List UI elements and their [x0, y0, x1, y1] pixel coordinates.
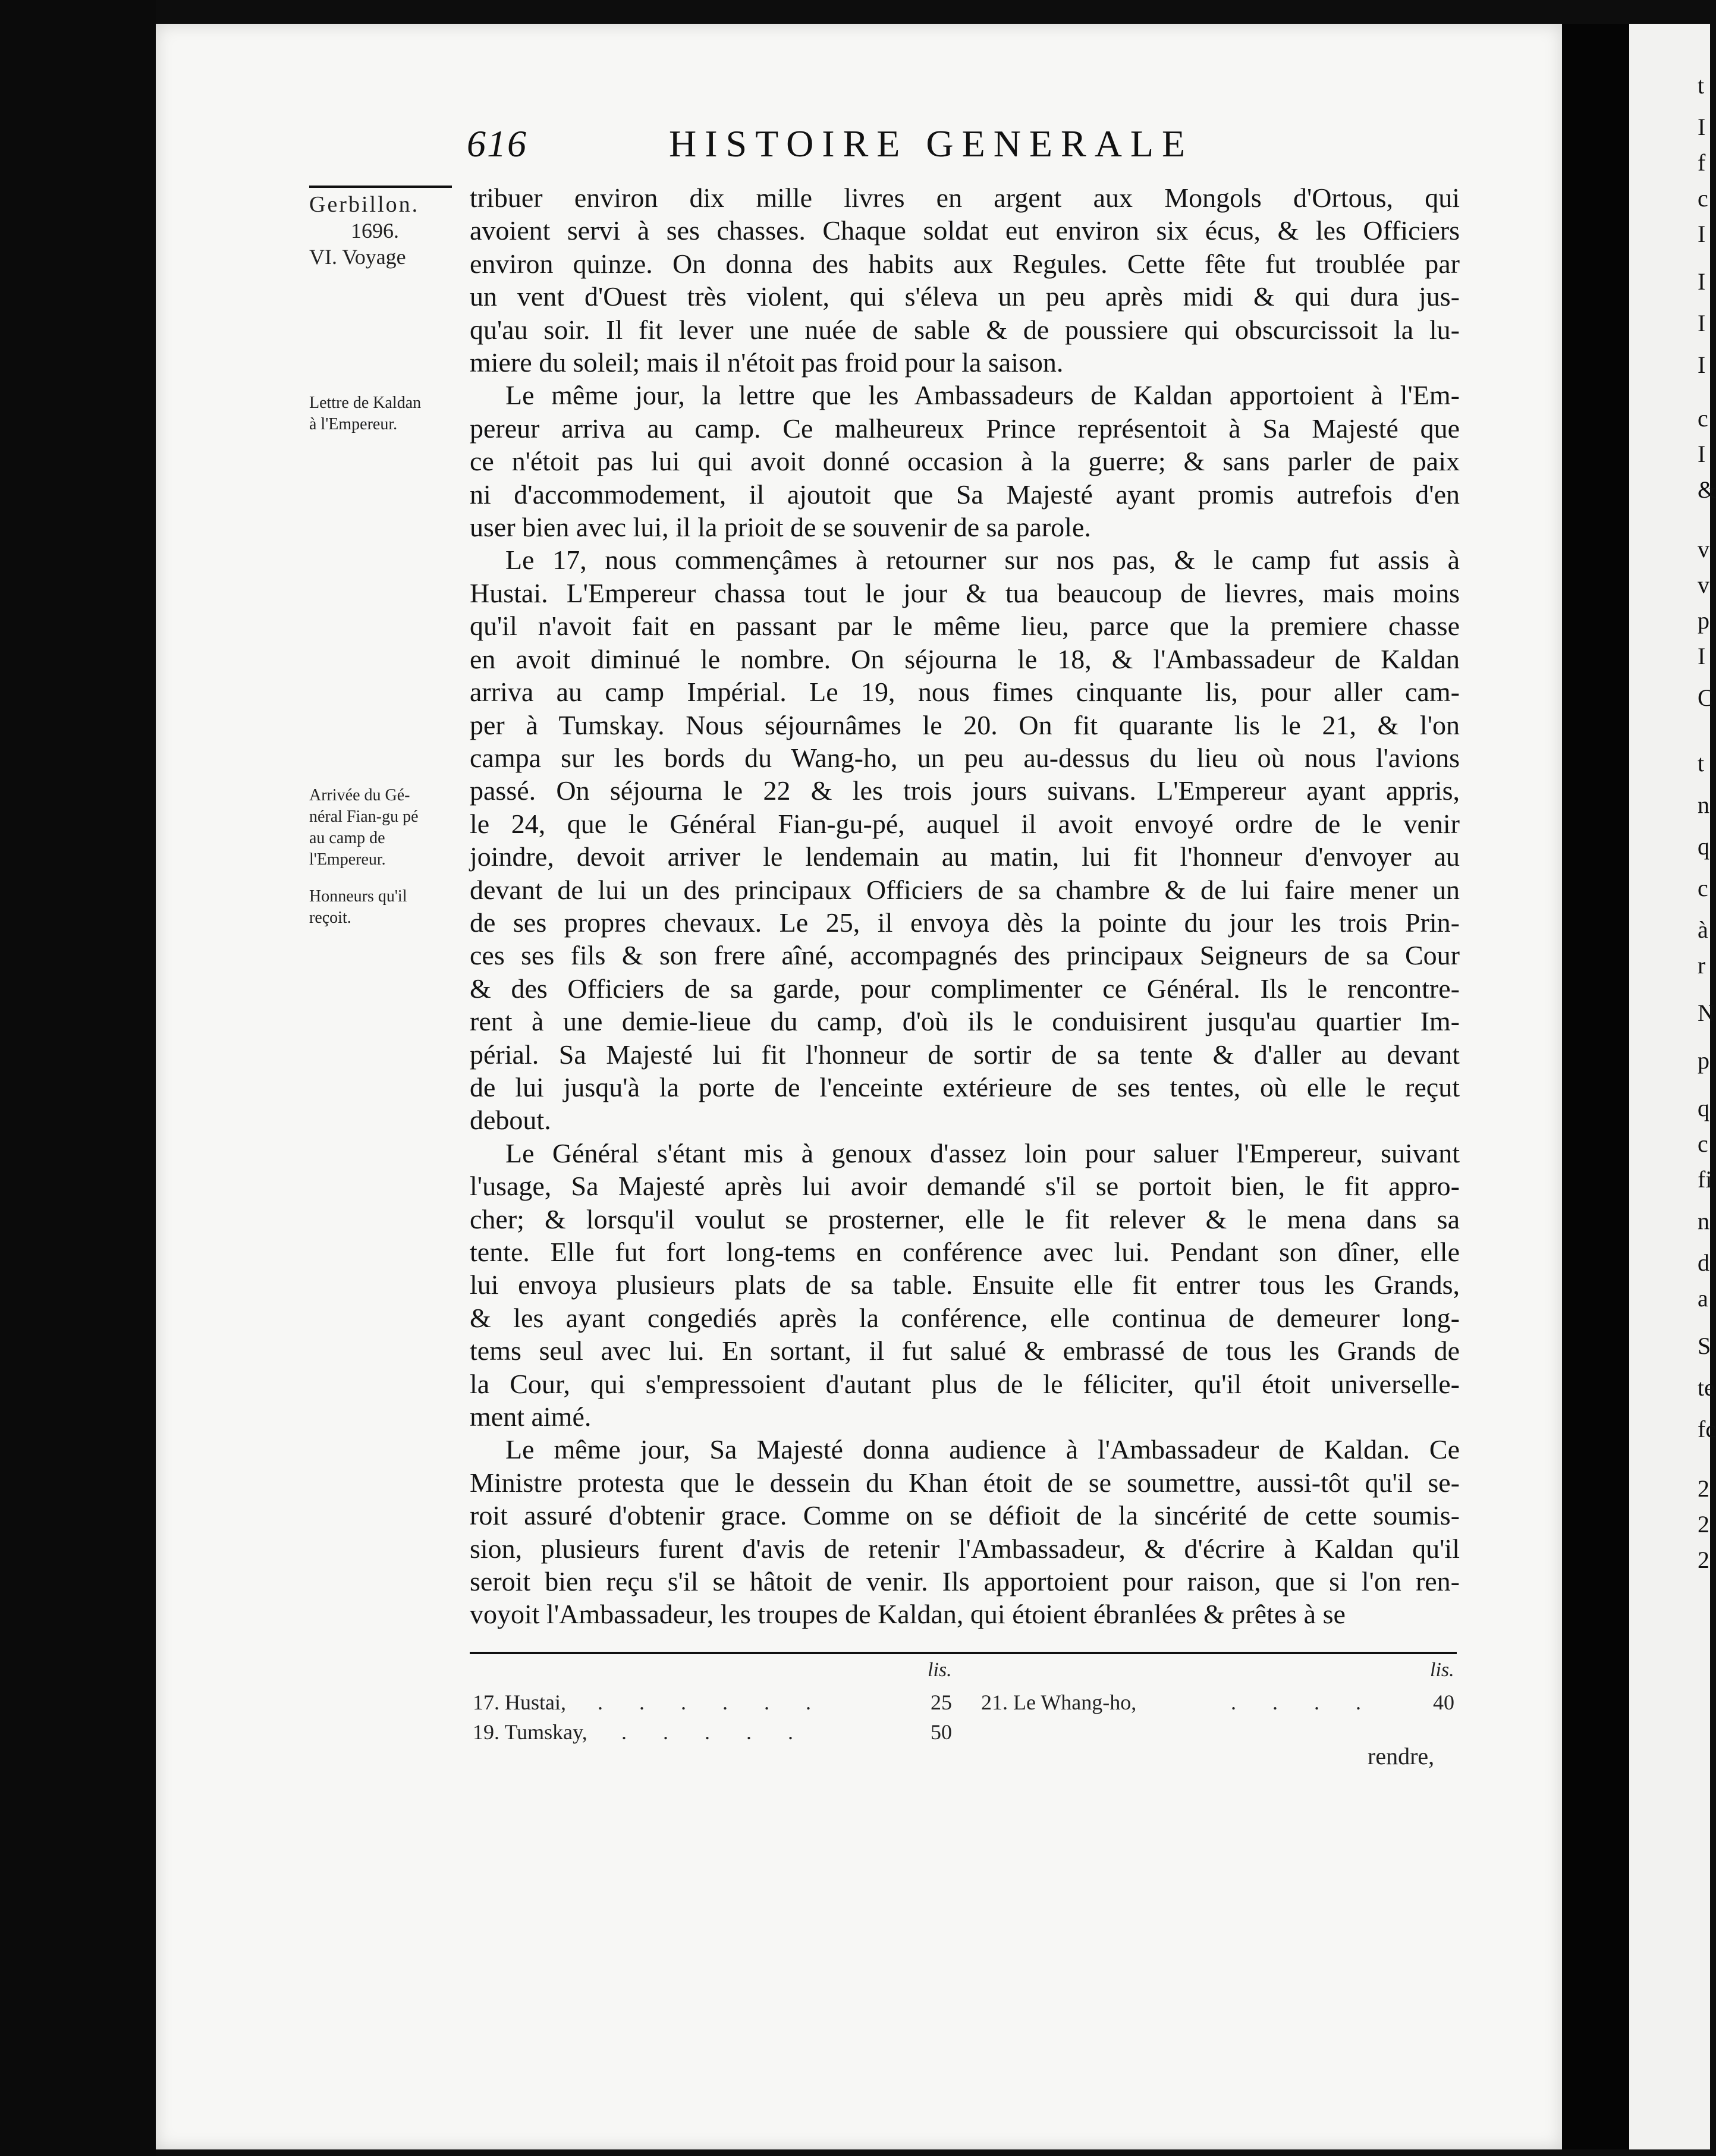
text-line: le 24, que le Général Fian-gu-pé, auquel il avoit envoyé ordre de le venir — [470, 808, 1460, 839]
next-page-letter: I — [1698, 310, 1706, 337]
text-line: seroit bien reçu s'il se hâtoit de venir. Ils apportoient pour raison, que si l'on ren- — [470, 1566, 1460, 1597]
text-line: miere du soleil; mais il n'étoit pas froid pour la saison. — [470, 347, 1064, 378]
next-page-letter: c — [1698, 405, 1708, 432]
footnote-value: 50 — [931, 1720, 952, 1744]
next-page-letter: I — [1698, 351, 1706, 378]
text-line: qu'il n'avoit fait en passant par le même lieu, parce que la premiere chasse — [470, 611, 1460, 642]
margin-note-line: à l'Empereur. — [309, 415, 398, 433]
text-line: Le 17, nous commençâmes à retourner sur nos pas, & le camp fut assis à — [505, 545, 1460, 576]
footnote-value: 40 — [1433, 1690, 1454, 1714]
margin-note-letter — [309, 392, 461, 435]
leader-dots: . . . . . — [621, 1720, 809, 1744]
text-line: de ses propres chevaux. Le 25, il envoya dès la pointe du jour les trois Prin- — [470, 907, 1460, 938]
margin-note-honours — [309, 886, 461, 929]
next-page-letter: I — [1698, 441, 1706, 467]
margin-note-line: Gerbillon. — [309, 192, 420, 217]
footnote-place: 21. Le Whang-ho, — [981, 1690, 1137, 1714]
footnote-entry — [981, 1690, 1454, 1715]
margin-note-line: Arrivée du Gé- — [309, 786, 410, 804]
next-page-letter: à — [1698, 916, 1708, 943]
text-line: per à Tumskay. Nous séjournâmes le 20. On fit quarante lis le 21, & l'on — [470, 709, 1460, 740]
text-line: & des Officiers de sa garde, pour complimenter ce Général. Ils le rencontre- — [470, 973, 1460, 1004]
text-line: avoient servi à ses chasses. Chaque soldat eut environ six écus, & les Officiers — [470, 215, 1460, 246]
page-number: 616 — [467, 122, 527, 165]
text-line: pereur arriva au camp. Ce malheureux Prince représentoit à Sa Majesté que — [470, 413, 1460, 444]
next-page-letter: fc — [1698, 1416, 1716, 1442]
next-page-letter: p — [1698, 607, 1709, 634]
text-line: devant de lui un des principaux Officiers de sa chambre & de lui faire mener un — [470, 874, 1460, 905]
next-page-letter: c — [1698, 1130, 1708, 1157]
footnote-entry — [473, 1720, 952, 1745]
running-title: HISTOIRE GENERALE — [669, 122, 1194, 165]
next-page-letter: d — [1698, 1249, 1709, 1276]
next-page-letter: n — [1698, 791, 1709, 818]
text-line: Le même jour, la lettre que les Ambassadeurs de Kaldan apportoient à l'Em- — [505, 380, 1460, 411]
leader-dots: . . . . — [1231, 1690, 1376, 1714]
next-page-letter: 2 — [1698, 1547, 1709, 1573]
next-page-letter: q — [1698, 833, 1709, 860]
next-page-letter: r — [1698, 952, 1706, 979]
text-line: joindre, devoit arriver le lendemain au matin, lui fit l'honneur d'envoyer au — [470, 841, 1460, 872]
text-line: un vent d'Ouest très violent, qui s'éleva un peu après midi & qui dura jus- — [470, 281, 1460, 312]
footnote-place: 19. Tumskay, — [473, 1720, 587, 1744]
next-page-letter: N — [1698, 1000, 1715, 1026]
next-page-letter: I — [1698, 268, 1706, 295]
text-line: roit assuré d'obtenir grace. Comme on se défioit de la sincérité de cette soumis- — [470, 1500, 1460, 1531]
text-line: Le Général s'étant mis à genoux d'assez loin pour saluer l'Empereur, suivant — [505, 1137, 1460, 1168]
text-line: périal. Sa Majesté lui fit l'honneur de sortir de sa tente & d'aller au devant — [470, 1039, 1460, 1070]
text-line: en avoit diminué le nombre. On séjourna le 18, & l'Ambassadeur de Kaldan — [470, 643, 1460, 674]
footnote-unit-label: lis. — [1430, 1659, 1454, 1681]
next-page-letter: I — [1698, 114, 1706, 140]
scan-background-left — [0, 0, 156, 2156]
footnote-value: 25 — [931, 1690, 952, 1714]
next-page-letter: f — [1698, 149, 1706, 176]
text-line: environ quinze. On donna des habits aux Regules. Cette fête fut troublée par — [470, 248, 1460, 279]
next-page-letter: I — [1698, 643, 1706, 670]
margin-note-line: 1696. — [351, 219, 399, 243]
margin-note-line: au camp de — [309, 829, 385, 847]
margin-rule — [309, 186, 452, 188]
margin-note-line: reçoit. — [309, 909, 351, 927]
next-page-edge — [1629, 24, 1716, 2149]
footnote-rule — [470, 1652, 1457, 1654]
text-line: ces ses fils & son frere aîné, accompagnés des principaux Seigneurs de sa Cour — [470, 940, 1460, 971]
text-line: tente. Elle fut fort long-tems en conférence avec lui. Pendant son dîner, elle — [470, 1237, 1460, 1267]
text-line: Hustai. L'Empereur chassa tout le jour & tua beaucoup de lievres, mais moins — [470, 577, 1460, 608]
footnote-place: 17. Hustai, — [473, 1690, 566, 1714]
text-line: sion, plusieurs furent d'avis de retenir l'Ambassadeur, & d'écrire à Kaldan qu'il — [470, 1533, 1460, 1564]
text-line: lui envoya plusieurs plats de sa table. Ensuite elle fit entrer tous les Grands, — [470, 1269, 1460, 1300]
text-line: tems seul avec lui. En sortant, il fut salué & embrassé de tous les Grands de — [470, 1335, 1460, 1366]
text-line: rent à une demie-lieue du camp, d'où ils le conduisirent jusqu'au quartier Im- — [470, 1006, 1460, 1037]
footnote-entry — [473, 1690, 952, 1715]
body-text — [470, 181, 1460, 1631]
next-page-letter: v — [1698, 571, 1709, 598]
next-page-letter: fi — [1698, 1166, 1712, 1193]
text-line: user bien avec lui, il la prioit de se souvenir de sa parole. — [470, 512, 1091, 543]
next-page-letter: v — [1698, 536, 1709, 562]
margin-note-line: VI. Voyage — [309, 245, 406, 269]
next-page-letter: q — [1698, 1095, 1709, 1121]
next-page-letter: C — [1698, 684, 1714, 711]
margin-note-line: Honneurs qu'il — [309, 887, 407, 906]
text-line: arriva au camp Impérial. Le 19, nous fimes cinquante lis, pour aller cam- — [470, 677, 1460, 708]
text-line: l'usage, Sa Majesté après lui avoir demandé s'il se portoit bien, le fit appro- — [470, 1171, 1460, 1202]
next-page-letter: 2 — [1698, 1511, 1709, 1538]
text-line: ment aimé. — [470, 1401, 592, 1432]
next-page-letter: 2 — [1698, 1475, 1709, 1502]
text-line: debout. — [470, 1105, 551, 1136]
footnote-unit-label: lis. — [928, 1659, 952, 1681]
next-page-letter: te — [1698, 1374, 1715, 1401]
next-page-letter: & — [1698, 476, 1716, 503]
catchword: rendre, — [1368, 1743, 1435, 1770]
next-page-letter: t — [1698, 750, 1705, 777]
next-page-letter: c — [1698, 875, 1708, 901]
next-page-letter: t — [1698, 72, 1705, 99]
next-page-letter: S — [1698, 1332, 1711, 1359]
leader-dots: . . . . . . — [598, 1690, 826, 1714]
next-page-letter: n — [1698, 1208, 1709, 1234]
text-line: qu'au soir. Il fit lever une nuée de sable & de poussiere qui obscurcissoit la lu- — [470, 314, 1460, 345]
margin-note-arrival — [309, 785, 461, 870]
text-line: campa sur les bords du Wang-ho, un peu au-dessus du lieu où nous l'avions — [470, 742, 1460, 773]
next-page-letter: I — [1698, 221, 1706, 247]
next-page-letter: a — [1698, 1285, 1708, 1312]
next-page-letter: c — [1698, 185, 1708, 212]
book-gutter — [1562, 24, 1629, 2149]
text-line: & les ayant congediés après la conférence, elle continua de demeurer long- — [470, 1302, 1460, 1333]
text-line: ni d'accommodement, il ajoutoit que Sa Majesté ayant promis autrefois d'en — [470, 479, 1460, 510]
text-line: passé. On séjourna le 22 & les trois jours suivans. L'Empereur ayant appris, — [470, 775, 1460, 806]
margin-note-line: l'Empereur. — [309, 850, 386, 869]
text-line: voyoit l'Ambassadeur, les troupes de Kaldan, qui étoient ébranlées & prêtes à se — [470, 1599, 1346, 1630]
margin-note-author — [309, 191, 461, 270]
text-line: la Cour, qui s'empressoient d'autant plus de le féliciter, qu'il étoit universelle- — [470, 1368, 1460, 1399]
margin-note-line: Lettre de Kaldan — [309, 394, 422, 412]
next-page-letter: p — [1698, 1047, 1709, 1074]
margin-note-line: néral Fian-gu pé — [309, 807, 419, 826]
text-line: tribuer environ dix mille livres en argent aux Mongols d'Ortous, qui — [470, 183, 1460, 213]
page-header — [467, 122, 1454, 175]
text-line: ce n'étoit pas lui qui avoit donné occasion à la guerre; & sans parler de paix — [470, 446, 1460, 477]
text-line: de lui jusqu'à la porte de l'enceinte extérieure de ses tentes, où elle le reçut — [470, 1071, 1460, 1102]
text-line: Le même jour, Sa Majesté donna audience à l'Ambassadeur de Kaldan. Ce — [505, 1434, 1460, 1465]
text-line: Ministre protesta que le dessein du Khan étoit de se soumettre, aussi-tôt qu'il se- — [470, 1467, 1460, 1498]
text-line: cher; & lorsqu'il voulut se prosterner, elle le fit relever & le mena dans sa — [470, 1203, 1460, 1234]
